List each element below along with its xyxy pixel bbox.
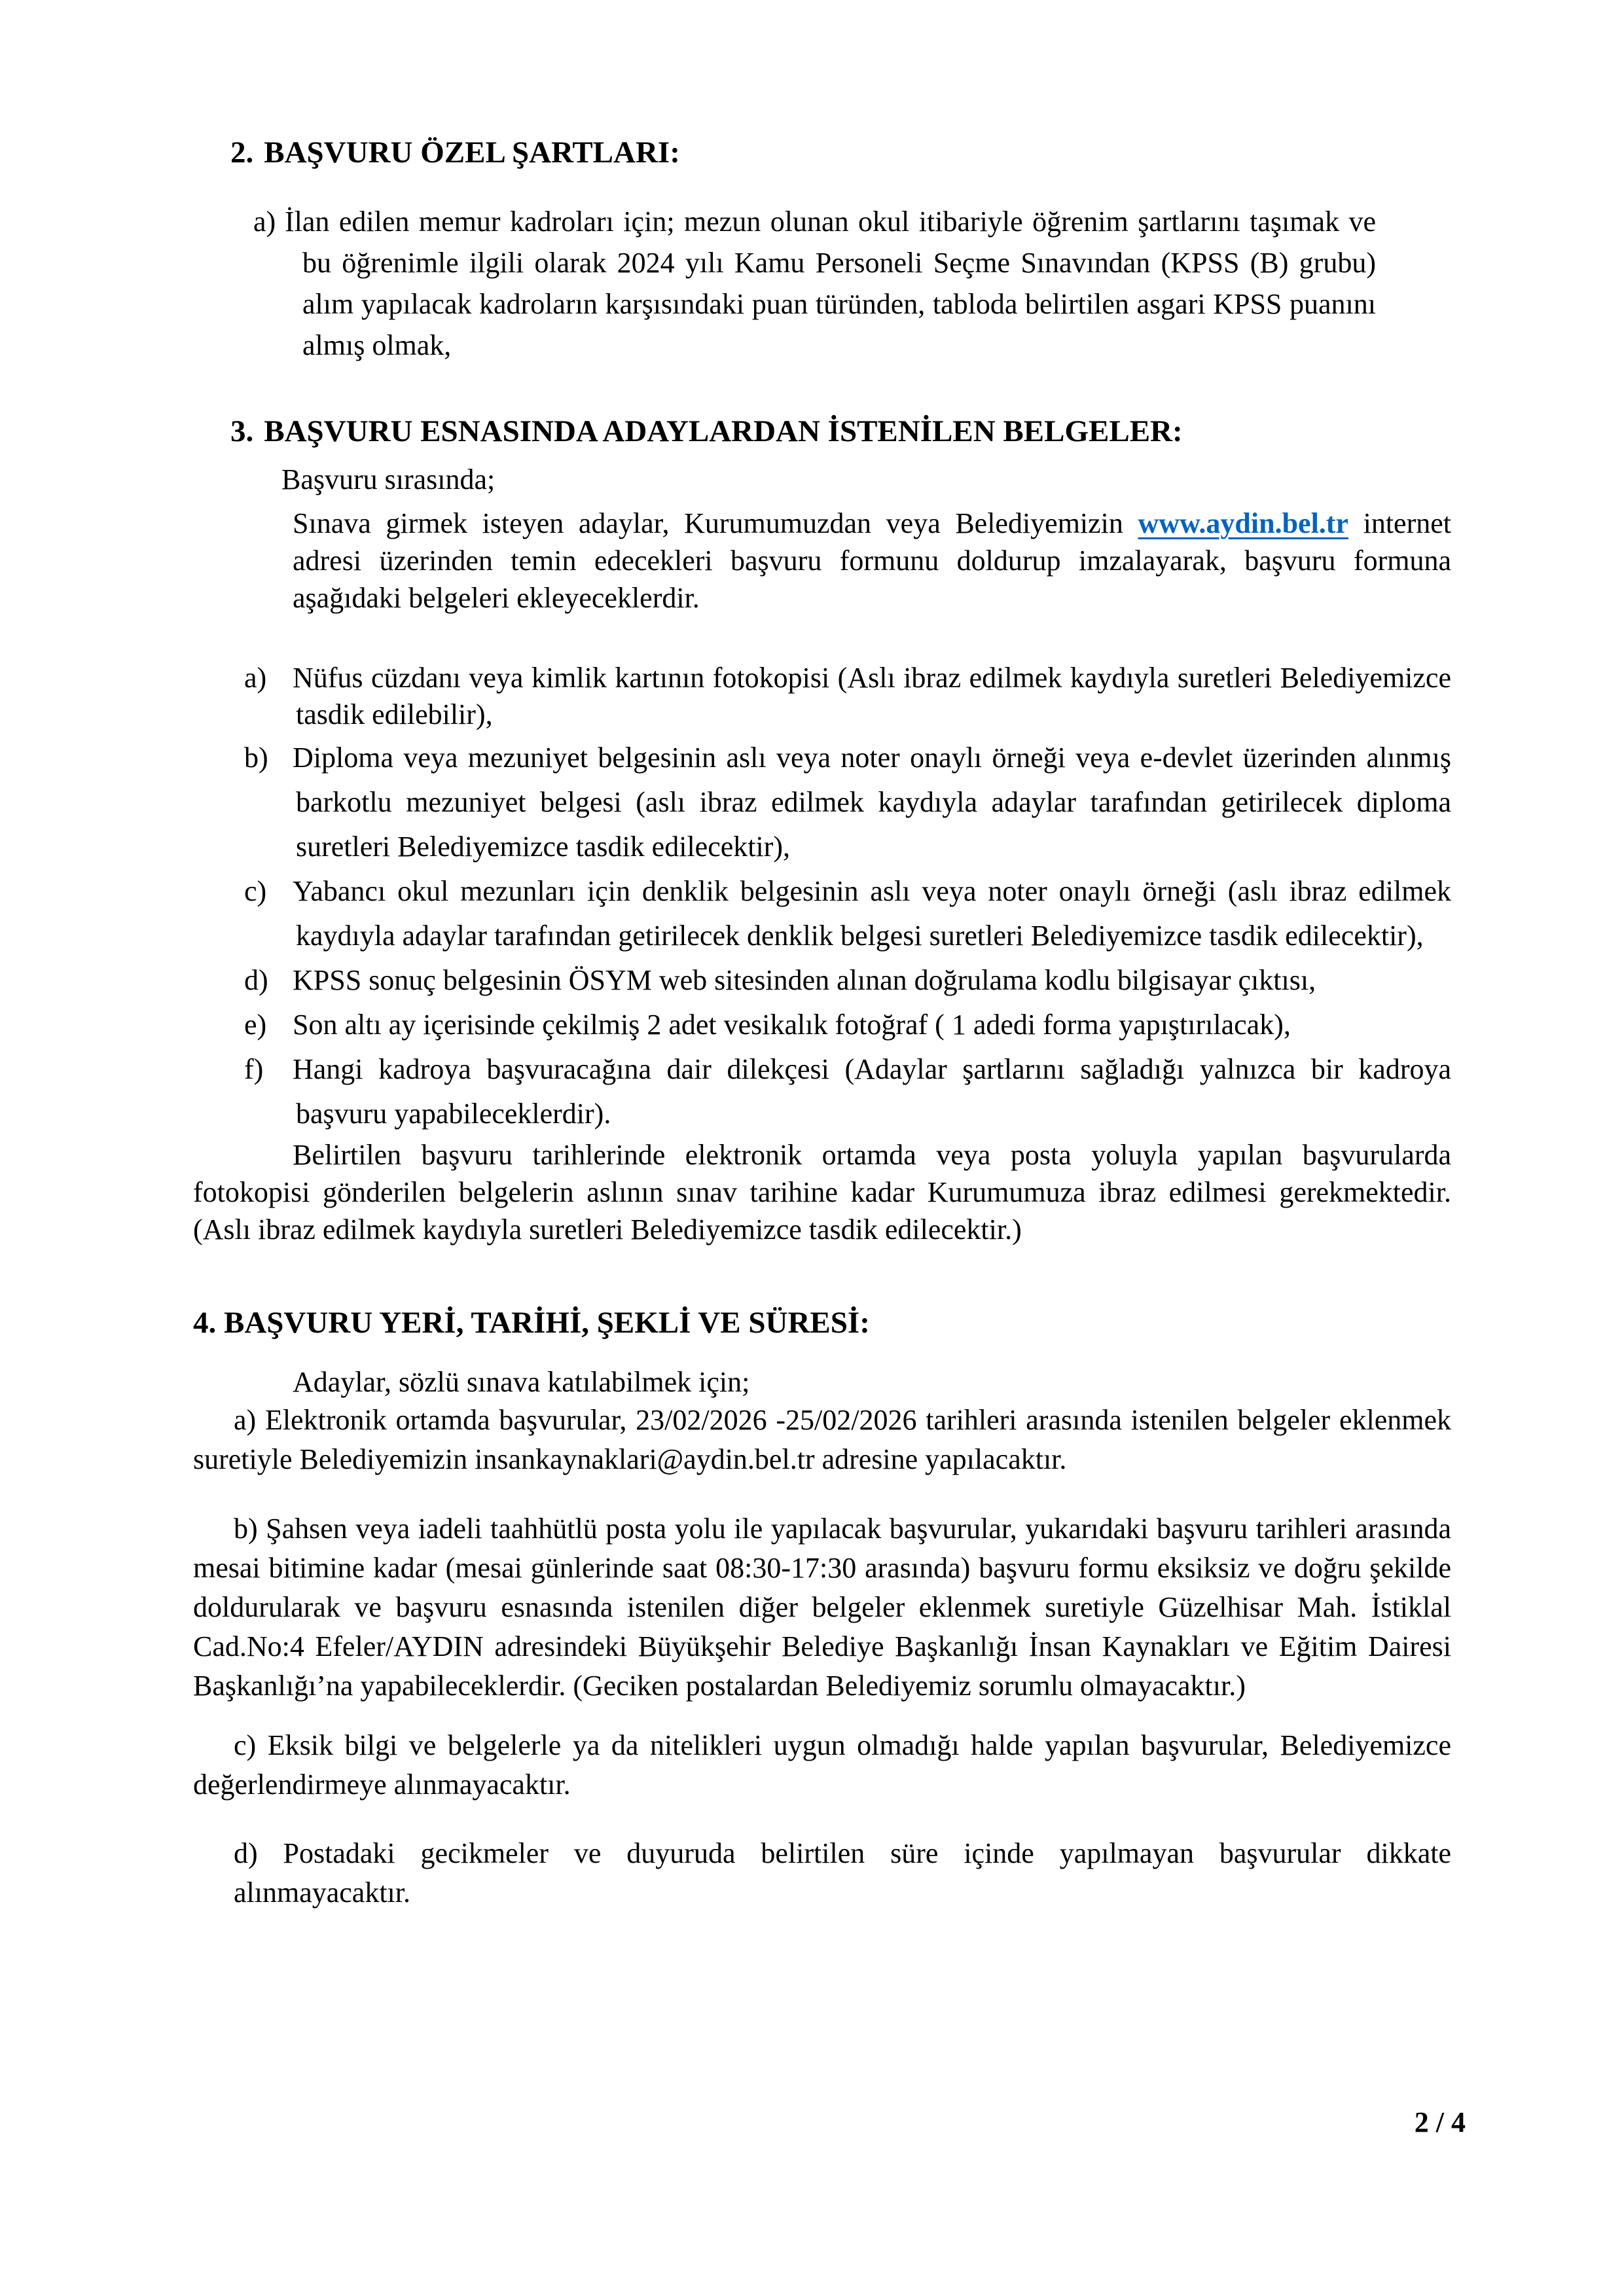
item-text: İlan edilen memur kadroları için; mezun olunan okul itibariyle öğrenim şartlarını taşımak ve bu öğrenimle ilgili olarak 2024 yılı Kamu Personeli Seçme Sınavından (KPSS (B) grubu) alım yapılacak kadroların karşısındaki puan türünden, tabloda belirtilen asgari KPSS puanını almış olmak, [285,206,1376,361]
list-item [244,958,1451,1003]
list-item [244,660,1451,733]
item-text: Son altı ay içerisinde çekilmiş 2 adet vesikalık fotoğraf ( 1 adedi forma yapıştırılacak), [293,1009,1291,1041]
section-4-item-d: d) Postadaki gecikmeler ve duyuruda belirtilen süre içinde yapılmayan başvurular dikkate alınmayacaktır. [234,1837,1451,1909]
list-item [244,1047,1451,1136]
item-text: Nüfus cüzdanı veya kimlik kartının fotokopisi (Aslı ibraz edilmek kaydıyla suretleri Belediyemizce tasdik edilebilir), [293,662,1451,730]
item-marker: e) [244,1009,267,1041]
section-3-number: 3. [230,414,254,448]
item-marker: f) [244,1053,264,1085]
intro-text-before-link: Sınava girmek isteyen adaylar, Kurumumuzdan veya Belediyemizin [293,507,1138,539]
section-2-number: 2. [230,135,254,170]
item-marker: a) [253,206,276,238]
section-4-lead: Adaylar, sözlü sınava katılabilmek için; [293,1366,750,1398]
list-item [244,1003,1451,1047]
section-2-item-a [253,201,1376,366]
item-marker: d) [244,964,268,996]
item-text: Diploma veya mezuniyet belgesinin aslı veya noter onaylı örneği veya e-devlet üzerinden alınmış barkotlu mezuniyet belgesi (aslı ibraz edilmek kaydıyla adaylar tarafından getirilecek diploma suretleri Belediyemizce tasdik edilecektir), [293,742,1451,863]
required-documents-list [193,660,1451,1136]
section-3-lead: Başvuru sırasında; [281,463,496,495]
item-text: Hangi kadroya başvuracağına dair dilekçesi (Adaylar şartlarını sağladığı yalnızca bir kadroya başvuru yapabileceklerdir). [293,1053,1451,1130]
section-4-item-c: c) Eksik bilgi ve belgelerle ya da nitelikleri uygun olmadığı halde yapılan başvurular, Belediyemizce değerlendirmeye alınmayacaktır. [193,1729,1451,1801]
section-2-title: BAŞVURU ÖZEL ŞARTLARI: [264,135,680,170]
list-item [244,869,1451,958]
section-4-heading: 4. BAŞVURU YERİ, TARİHİ, ŞEKLİ VE SÜRESİ: [193,1306,870,1340]
section-3-title: BAŞVURU ESNASINDA ADAYLARDAN İSTENİLEN BELGELER: [264,414,1183,448]
item-text: Yabancı okul mezunları için denklik belgesinin aslı veya noter onaylı örneği (aslı ibraz edilmek kaydıyla adaylar tarafından getirilecek denklik belgesi suretleri Belediyemizce tasdik edilecektir), [293,875,1451,952]
item-marker: a) [244,662,267,694]
page-number: 2 / 4 [1414,2106,1466,2138]
list-item [244,736,1451,869]
item-text: KPSS sonuç belgesinin ÖSYM web sitesinden alınan doğrulama kodlu bilgisayar çıktısı, [293,964,1316,996]
item-marker: b) [244,742,268,774]
section-2-heading [230,134,1451,171]
section-3-heading [230,413,1451,450]
intro-text-after-link: internet adresi üzerinden temin edecekleri başvuru formunu doldurup imzalayarak, başvuru formuna aşağıdaki belgeleri ekleyeceklerdir. [293,507,1451,614]
section-3-closing-paragraph: Belirtilen başvuru tarihlerinde elektronik ortamda veya posta yoluyla yapılan başvurularda fotokopisi gönderilen belgelerin aslının sınav tarihine kadar Kurumumuza ibraz edilmesi gerekmektedir. (Aslı ibraz edilmek kaydıyla suretleri Belediyemizce tasdik edilecektir.) [193,1139,1451,1246]
page-content [193,134,1451,1912]
section-3-intro [293,505,1451,617]
item-marker: c) [244,875,267,907]
section-4-item-b: b) Şahsen veya iadeli taahhütlü posta yolu ile yapılacak başvurular, yukarıdaki başvuru tarihleri arasında mesai bitimine kadar (mesai günlerinde saat 08:30-17:30 arasında) başvuru formu eksiksiz ve doğru şekilde doldurularak ve başvuru esnasında istenilen diğer belgeler eklenmek suretiyle Güzelhisar Mah. İstiklal Cad.No:4 Efeler/AYDIN adresindeki Büyükşehir Belediye Başkanlığı İnsan Kaynakları ve Eğitim Dairesi Başkanlığı’na yapabileceklerdir. (Geciken postalardan Belediyemiz sorumlu olmayacaktır.) [193,1513,1451,1702]
aydin-website-link[interactable]: www.aydin.bel.tr [1138,507,1348,539]
section-4-item-a: a) Elektronik ortamda başvurular, 23/02/2026 -25/02/2026 tarihleri arasında istenilen belgeler eklenmek suretiyle Belediyemizin insankaynaklari@aydin.bel.tr adresine yapılacaktır. [193,1404,1451,1475]
